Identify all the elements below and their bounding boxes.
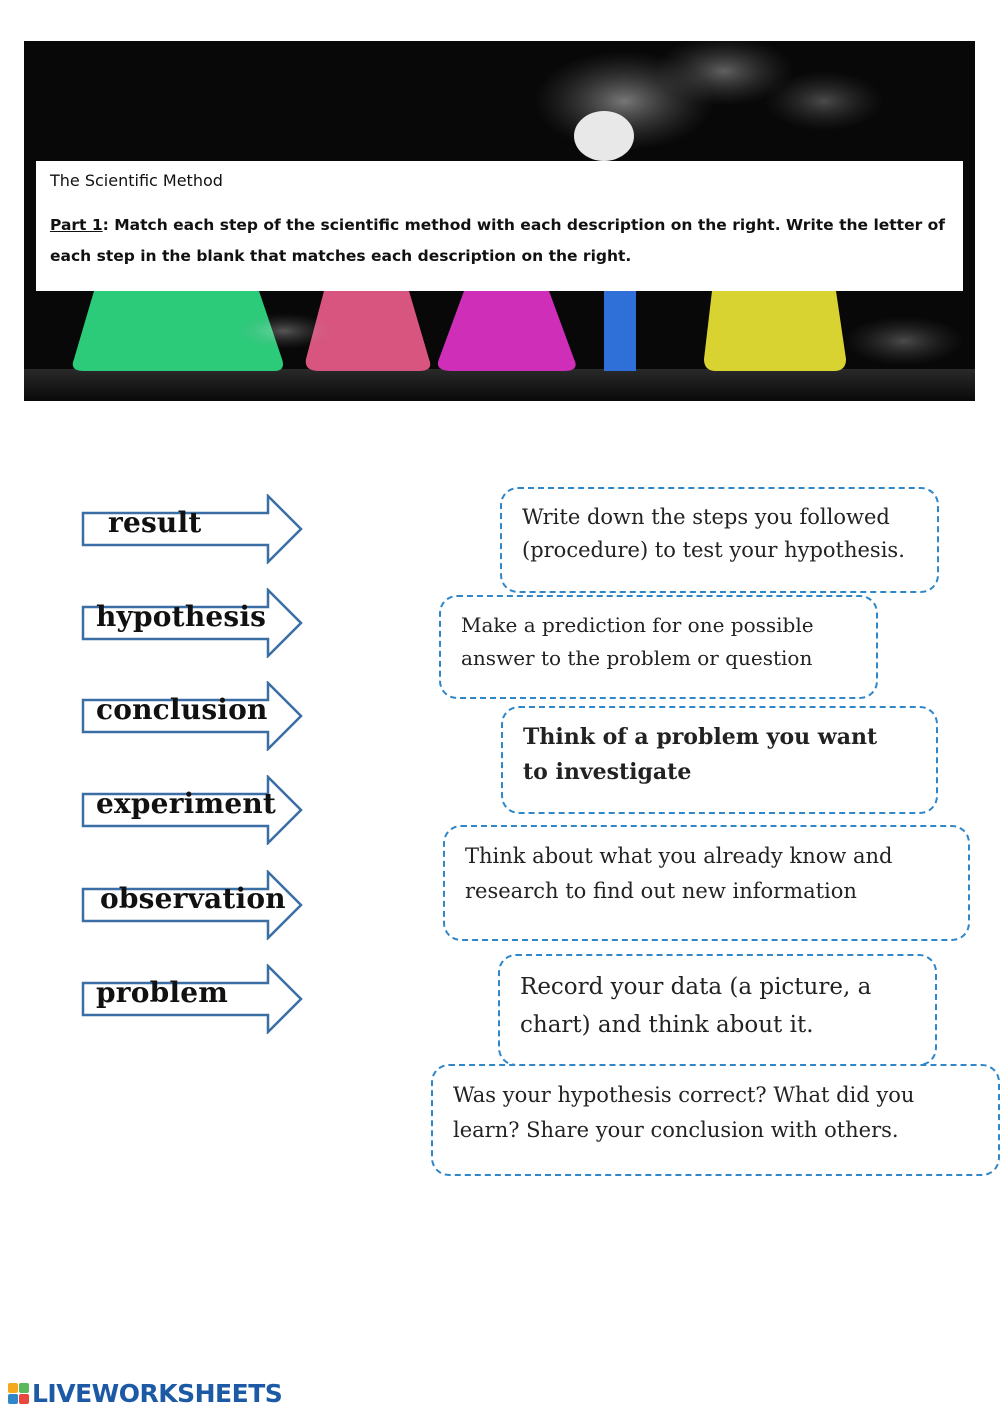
description-line: research to find out new information [465, 879, 857, 903]
description-card[interactable] [500, 487, 939, 593]
brand-name: LIVEWORKSHEETS [32, 1378, 283, 1408]
description-card[interactable] [439, 595, 878, 699]
description-line: learn? Share your conclusion with others. [453, 1118, 899, 1142]
header-banner [24, 41, 975, 401]
part-label: Part 1 [50, 216, 103, 234]
description-line: Record your data (a picture, a [520, 974, 872, 1000]
step-label: problem [96, 976, 229, 1009]
description-card[interactable] [498, 954, 937, 1066]
step-arrow-conclusion[interactable] [80, 681, 306, 751]
liveworksheets-logo-icon [8, 1383, 29, 1404]
step-label: conclusion [96, 693, 268, 726]
description-line: (procedure) to test your hypothesis. [522, 538, 905, 562]
step-arrow-result[interactable] [80, 494, 306, 564]
instructions-box [36, 161, 963, 291]
description-line: Think of a problem you want [523, 724, 878, 750]
description-card[interactable] [443, 825, 970, 941]
footer-logo[interactable] [8, 1380, 282, 1406]
description-line: answer to the problem or question [461, 646, 813, 670]
step-arrow-problem[interactable] [80, 964, 306, 1034]
step-label: observation [100, 882, 286, 915]
instructions-text [50, 210, 949, 272]
description-card[interactable] [501, 706, 938, 814]
description-line: Think about what you already know and [465, 844, 893, 868]
step-label: hypothesis [96, 600, 267, 633]
description-line: Make a prediction for one possible [461, 613, 814, 637]
step-label: result [108, 506, 202, 539]
description-line: Write down the steps you followed [522, 505, 890, 529]
step-arrow-experiment[interactable] [80, 775, 306, 845]
instructions-body: : Match each step of the scientific method with each description on the right. Write the letter of each step in the blank that matches each description on the right. [50, 216, 946, 265]
step-arrow-hypothesis[interactable] [80, 588, 306, 658]
description-line: to investigate [523, 759, 692, 785]
description-card[interactable] [431, 1064, 1000, 1176]
step-arrow-observation[interactable] [80, 870, 306, 940]
description-line: Was your hypothesis correct? What did you [453, 1083, 915, 1107]
worksheet-title: The Scientific Method [50, 171, 223, 190]
description-line: chart) and think about it. [520, 1012, 814, 1038]
step-label: experiment [96, 787, 277, 820]
